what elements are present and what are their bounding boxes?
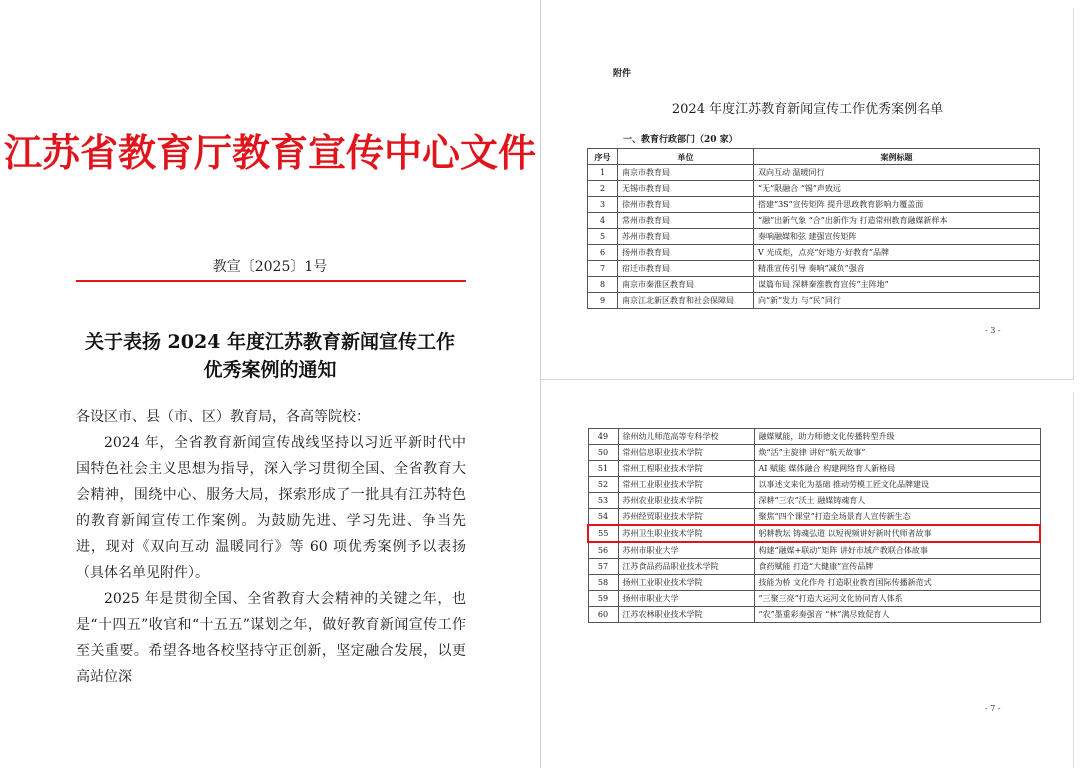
cell-title: 奏响融媒和弦 建强宣传矩阵 — [754, 229, 1040, 245]
table-row — [588, 607, 1040, 623]
cell-unit: 扬州市职业大学 — [618, 591, 754, 607]
cell-unit: 徐州市教育局 — [618, 197, 754, 213]
body-paragraph-2: 2025 年是贯彻全国、全省教育大会精神的关键之年，也是“十四五”收官和“十五五”谋划之年，做好教育新闻宣传工作至关重要。希望各地各校坚持守正创新，坚定融合发展，以更高站位深 — [76, 591, 466, 685]
salutation: 各设区市、县（市、区）教育局，各高等院校： — [76, 409, 370, 425]
cell-no: 59 — [588, 591, 618, 607]
cell-unit: 扬州市教育局 — [618, 245, 754, 261]
cell-no: 52 — [588, 477, 618, 493]
cell-unit: 常州市教育局 — [618, 213, 754, 229]
cell-unit: 南京市秦淮区教育局 — [618, 277, 754, 293]
cell-title: 搭建“3S”宣传矩阵 提升思政教育影响力覆盖面 — [754, 197, 1040, 213]
cell-title: 双向互动 温暖同行 — [754, 165, 1040, 181]
attachment-page-3 — [541, 8, 1074, 380]
column-header-title: 案例标题 — [754, 149, 1040, 165]
table-row — [588, 197, 1040, 213]
cell-no: 51 — [588, 461, 618, 477]
cell-no: 58 — [588, 575, 618, 591]
cell-unit: 苏州市职业大学 — [618, 542, 754, 559]
cell-no: 6 — [588, 245, 618, 261]
cell-title: 聚焦“四个课堂”打造全场景育人宣传新生态 — [754, 509, 1040, 526]
left-document-page — [0, 0, 540, 768]
page-number-3: - 3 - — [985, 326, 1001, 335]
cell-no: 55 — [588, 525, 618, 542]
table-row — [588, 429, 1040, 445]
table-header-row — [588, 149, 1040, 165]
cell-unit: 无锡市教育局 — [618, 181, 754, 197]
cell-no: 2 — [588, 181, 618, 197]
notice-title-line-1: 关于表扬 2024 年度江苏教育新闻宣传工作 — [84, 331, 456, 353]
cell-no: 4 — [588, 213, 618, 229]
cell-unit: 南京江北新区教育和社会保障局 — [618, 293, 754, 309]
cases-table-bottom — [587, 428, 1041, 623]
attachment-label: 附件 — [613, 69, 632, 79]
cell-title: 焕“活”主旋律 讲好“航天故事” — [754, 445, 1040, 461]
table-row — [588, 493, 1040, 509]
cell-no: 1 — [588, 165, 618, 181]
cell-no: 57 — [588, 559, 618, 575]
table-row — [588, 461, 1040, 477]
table-row — [588, 542, 1040, 559]
cell-title: “三聚三亮”打造大运河文化协同育人体系 — [754, 591, 1040, 607]
cell-no: 8 — [588, 277, 618, 293]
cell-title: 向“新”发力 与“民”同行 — [754, 293, 1040, 309]
column-header-no: 序号 — [588, 149, 618, 165]
cell-no: 49 — [588, 429, 618, 445]
cell-no: 56 — [588, 542, 618, 559]
cell-title: 以事述文来化为基础 推动劳模工匠文化品牌建设 — [754, 477, 1040, 493]
table-row — [588, 509, 1040, 526]
cell-unit: 常州工业职业技术学院 — [618, 477, 754, 493]
cell-title: 技能为桥 文化作舟 打造职业教育国际传播新范式 — [754, 575, 1040, 591]
cell-title: 谋篇布局 深耕秦淮教育宣传“主阵地” — [754, 277, 1040, 293]
table-row — [588, 477, 1040, 493]
cell-title: 躬耕教坛 铸魂弘道 以短视频讲好新时代师者故事 — [754, 525, 1040, 542]
table-row — [588, 277, 1040, 293]
cell-title: “农”墨重彩奏强音 “林”满尽致促育人 — [754, 607, 1040, 623]
table-row — [588, 445, 1040, 461]
table-row — [588, 181, 1040, 197]
cell-title: 深耕“三农”沃土 融媒铸魂育人 — [754, 493, 1040, 509]
column-header-unit: 单位 — [618, 149, 754, 165]
document-header-title: 江苏省教育厅教育宣传中心文件 — [3, 130, 536, 175]
list-title: 2024 年度江苏教育新闻宣传工作优秀案例名单 — [671, 102, 944, 117]
notice-body — [76, 430, 466, 690]
table-row — [588, 213, 1040, 229]
cell-unit: 扬州工业职业技术学院 — [618, 575, 754, 591]
cell-title: “无”限融合 “锡”声致远 — [754, 181, 1040, 197]
table-row — [588, 261, 1040, 277]
table-row — [588, 293, 1040, 309]
cell-title: 精准宣传引导 奏响“减负”强音 — [754, 261, 1040, 277]
cell-title: “融”出新气象 “合”出新作为 打造常州教育融媒新样本 — [754, 213, 1040, 229]
cases-table-top — [587, 148, 1040, 309]
cell-unit: 宿迁市教育局 — [618, 261, 754, 277]
table-row — [588, 165, 1040, 181]
attachment-page-7 — [541, 392, 1074, 768]
cell-no: 7 — [588, 261, 618, 277]
cell-unit: 苏州市教育局 — [618, 229, 754, 245]
notice-title — [0, 328, 540, 384]
cell-title: 构建“融媒+联动”矩阵 讲好市域产教联合体故事 — [754, 542, 1040, 559]
cell-unit: 南京市教育局 — [618, 165, 754, 181]
section-heading: 一、教育行政部门（20 家） — [623, 135, 738, 145]
document-number: 教宣〔2025〕1号 — [212, 259, 328, 275]
cell-no: 50 — [588, 445, 618, 461]
cell-no: 53 — [588, 493, 618, 509]
cell-no: 60 — [588, 607, 618, 623]
cell-no: 9 — [588, 293, 618, 309]
cell-title: AI 赋能 媒体融合 构建网络育人新格局 — [754, 461, 1040, 477]
table-row — [588, 245, 1040, 261]
cell-unit: 常州工程职业技术学院 — [618, 461, 754, 477]
table-row-highlighted — [588, 525, 1040, 542]
table-row — [588, 229, 1040, 245]
cell-no: 3 — [588, 197, 618, 213]
cell-title: 融媒赋能，助力师德文化传播转型升级 — [754, 429, 1040, 445]
cell-title: 食药赋能 打造“大健康”宣传品牌 — [754, 559, 1040, 575]
cell-unit: 徐州幼儿师范高等专科学校 — [618, 429, 754, 445]
cell-title: V 光成炬，点亮“好地方·好教育”品牌 — [754, 245, 1040, 261]
page-number-7: - 7 - — [985, 704, 1001, 713]
cell-no: 54 — [588, 509, 618, 526]
cell-unit: 苏州农业职业技术学院 — [618, 493, 754, 509]
cell-no: 5 — [588, 229, 618, 245]
notice-title-line-2: 优秀案例的通知 — [203, 359, 337, 381]
table-row — [588, 591, 1040, 607]
red-divider-line — [76, 280, 466, 282]
cell-unit: 苏州卫生职业技术学院 — [618, 525, 754, 542]
body-paragraph-1: 2024 年，全省教育新闻宣传战线坚持以习近平新时代中国特色社会主义思想为指导，深入学习贯彻全国、全省教育大会精神，围绕中心、服务大局，探索形成了一批具有江苏特色的教育新闻宣传工作案例。为鼓励先进、学习先进、争当先进，现对《双向互动 温暖同行》等 60 项优秀案例予以表扬（具体名单见附件）。 — [76, 435, 466, 581]
cell-unit: 江苏农林职业技术学院 — [618, 607, 754, 623]
cell-unit: 常州信息职业技术学院 — [618, 445, 754, 461]
cell-unit: 苏州经贸职业技术学院 — [618, 509, 754, 526]
table-row — [588, 575, 1040, 591]
cell-unit: 江苏食品药品职业技术学院 — [618, 559, 754, 575]
table-row — [588, 559, 1040, 575]
